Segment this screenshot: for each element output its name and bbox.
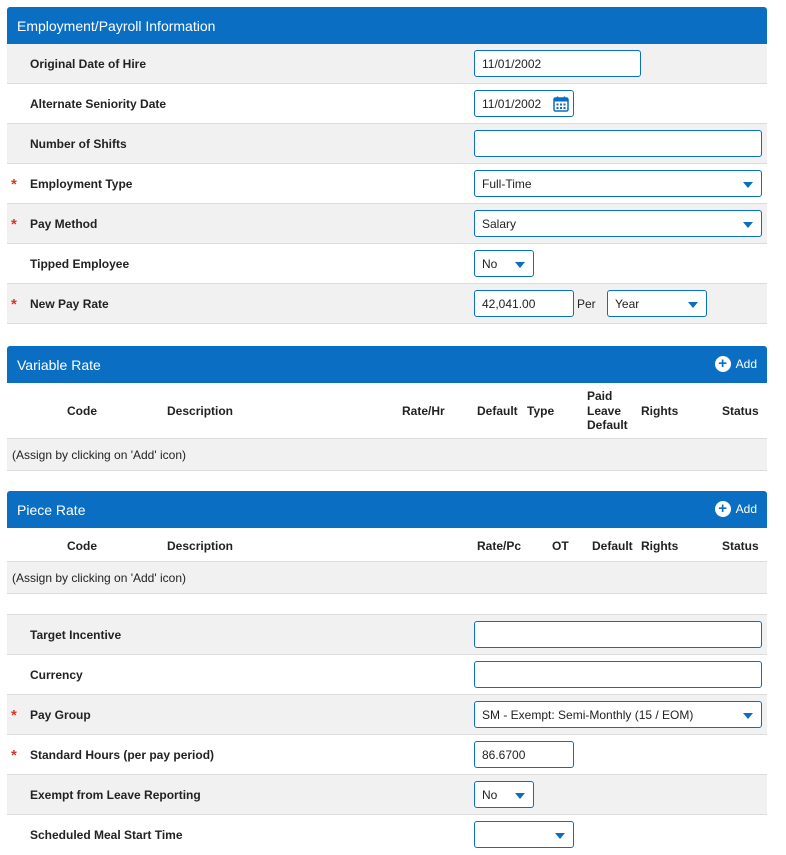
pay-period-value: Year [615,296,640,311]
target-incentive-input[interactable] [474,621,762,648]
alt-seniority-row [7,84,767,124]
col-rights: Rights [641,539,679,553]
std-hours-row [7,735,767,775]
exempt-leave-label: Exempt from Leave Reporting [30,788,201,802]
plus-circle-icon: + [715,501,731,517]
pay-group-value: SM - Exempt: Semi-Monthly (15 / EOM) [482,707,694,722]
meal-start-select[interactable] [474,821,574,848]
required-marker: * [11,747,17,764]
employment-panel-header [7,7,767,44]
col-rate-hr: Rate/Hr [402,404,445,418]
piece-rate-panel-header [7,491,767,528]
pay-rate-value: 42,041.00 [482,296,536,311]
meal-start-row [7,815,767,855]
col-type: Type [527,404,555,418]
variable-rate-table-header [7,383,767,439]
currency-label: Currency [30,668,83,682]
col-paid-leave-line3: Default [587,418,628,432]
employment-type-select[interactable] [474,170,762,197]
pay-period-select[interactable] [607,290,707,317]
pay-group-label: Pay Group [30,708,91,722]
calendar-icon[interactable] [552,95,570,113]
pay-method-label: Pay Method [30,217,98,231]
piece-rate-table-header [7,528,767,562]
chevron-down-icon [555,833,565,839]
col-default: Default [477,404,518,418]
col-status: Status [722,404,759,418]
original-hire-label: Original Date of Hire [30,57,147,71]
required-marker: * [11,296,17,313]
original-hire-input[interactable] [474,50,641,77]
pay-rate-row [7,284,767,324]
alt-seniority-label: Alternate Seniority Date [30,97,167,111]
num-shifts-input[interactable] [474,130,762,157]
variable-rate-panel-header [7,346,767,383]
tipped-select[interactable] [474,250,534,277]
exempt-leave-select[interactable] [474,781,534,808]
employment-panel-title: Employment/Payroll Information [17,17,216,34]
pay-rate-input[interactable] [474,290,574,317]
piece-rate-add-button[interactable] [715,501,757,517]
pay-method-value: Salary [482,216,517,231]
target-incentive-label: Target Incentive [30,628,122,642]
chevron-down-icon [515,262,525,268]
employment-type-label: Employment Type [30,177,133,191]
plus-circle-icon: + [715,356,731,372]
num-shifts-label: Number of Shifts [30,137,127,151]
col-description: Description [167,404,234,418]
per-label: Per [577,297,596,311]
alt-seniority-input[interactable] [474,90,574,117]
variable-rate-empty-text: (Assign by clicking on 'Add' icon) [12,448,186,462]
col-description: Description [167,539,234,553]
chevron-down-icon [743,713,753,719]
piece-rate-title: Piece Rate [17,501,86,518]
original-hire-row [7,44,767,84]
required-marker: * [11,707,17,724]
col-paid-leave-line1: Paid [587,389,613,403]
alt-seniority-value: 11/01/2002 [482,96,542,111]
pay-group-select[interactable] [474,701,762,728]
std-hours-value: 86.6700 [482,747,526,762]
meal-start-label: Scheduled Meal Start Time [30,828,183,842]
original-hire-value: 11/01/2002 [482,56,542,71]
currency-row [7,655,767,695]
col-ot: OT [552,539,569,553]
employment-type-value: Full-Time [482,176,532,191]
pay-method-row [7,204,767,244]
required-marker: * [11,216,17,233]
pay-group-row [7,695,767,735]
col-rate-pc: Rate/Pc [477,539,522,553]
chevron-down-icon [515,793,525,799]
col-rights: Rights [641,404,679,418]
target-incentive-row [7,615,767,655]
tipped-value: No [482,256,498,271]
col-code: Code [67,539,97,553]
col-paid-leave-line2: Leave [587,404,622,418]
variable-rate-empty-row [7,439,767,471]
num-shifts-row [7,124,767,164]
std-hours-input[interactable] [474,741,574,768]
variable-rate-add-label: Add [735,357,757,371]
piece-rate-add-label: Add [735,502,757,516]
employment-type-row [7,164,767,204]
col-default: Default [592,539,633,553]
variable-rate-title: Variable Rate [17,356,101,373]
col-status: Status [722,539,759,553]
chevron-down-icon [688,302,698,308]
required-marker: * [11,176,17,193]
exempt-leave-row [7,775,767,815]
col-code: Code [67,404,97,418]
std-hours-label: Standard Hours (per pay period) [30,748,215,762]
chevron-down-icon [743,222,753,228]
chevron-down-icon [743,182,753,188]
exempt-leave-value: No [482,787,498,802]
tipped-row [7,244,767,284]
currency-input[interactable] [474,661,762,688]
pay-rate-label: New Pay Rate [30,297,109,311]
pay-method-select[interactable] [474,210,762,237]
piece-rate-empty-row [7,562,767,594]
tipped-label: Tipped Employee [30,257,130,271]
variable-rate-add-button[interactable] [715,356,757,372]
piece-rate-empty-text: (Assign by clicking on 'Add' icon) [12,571,186,585]
